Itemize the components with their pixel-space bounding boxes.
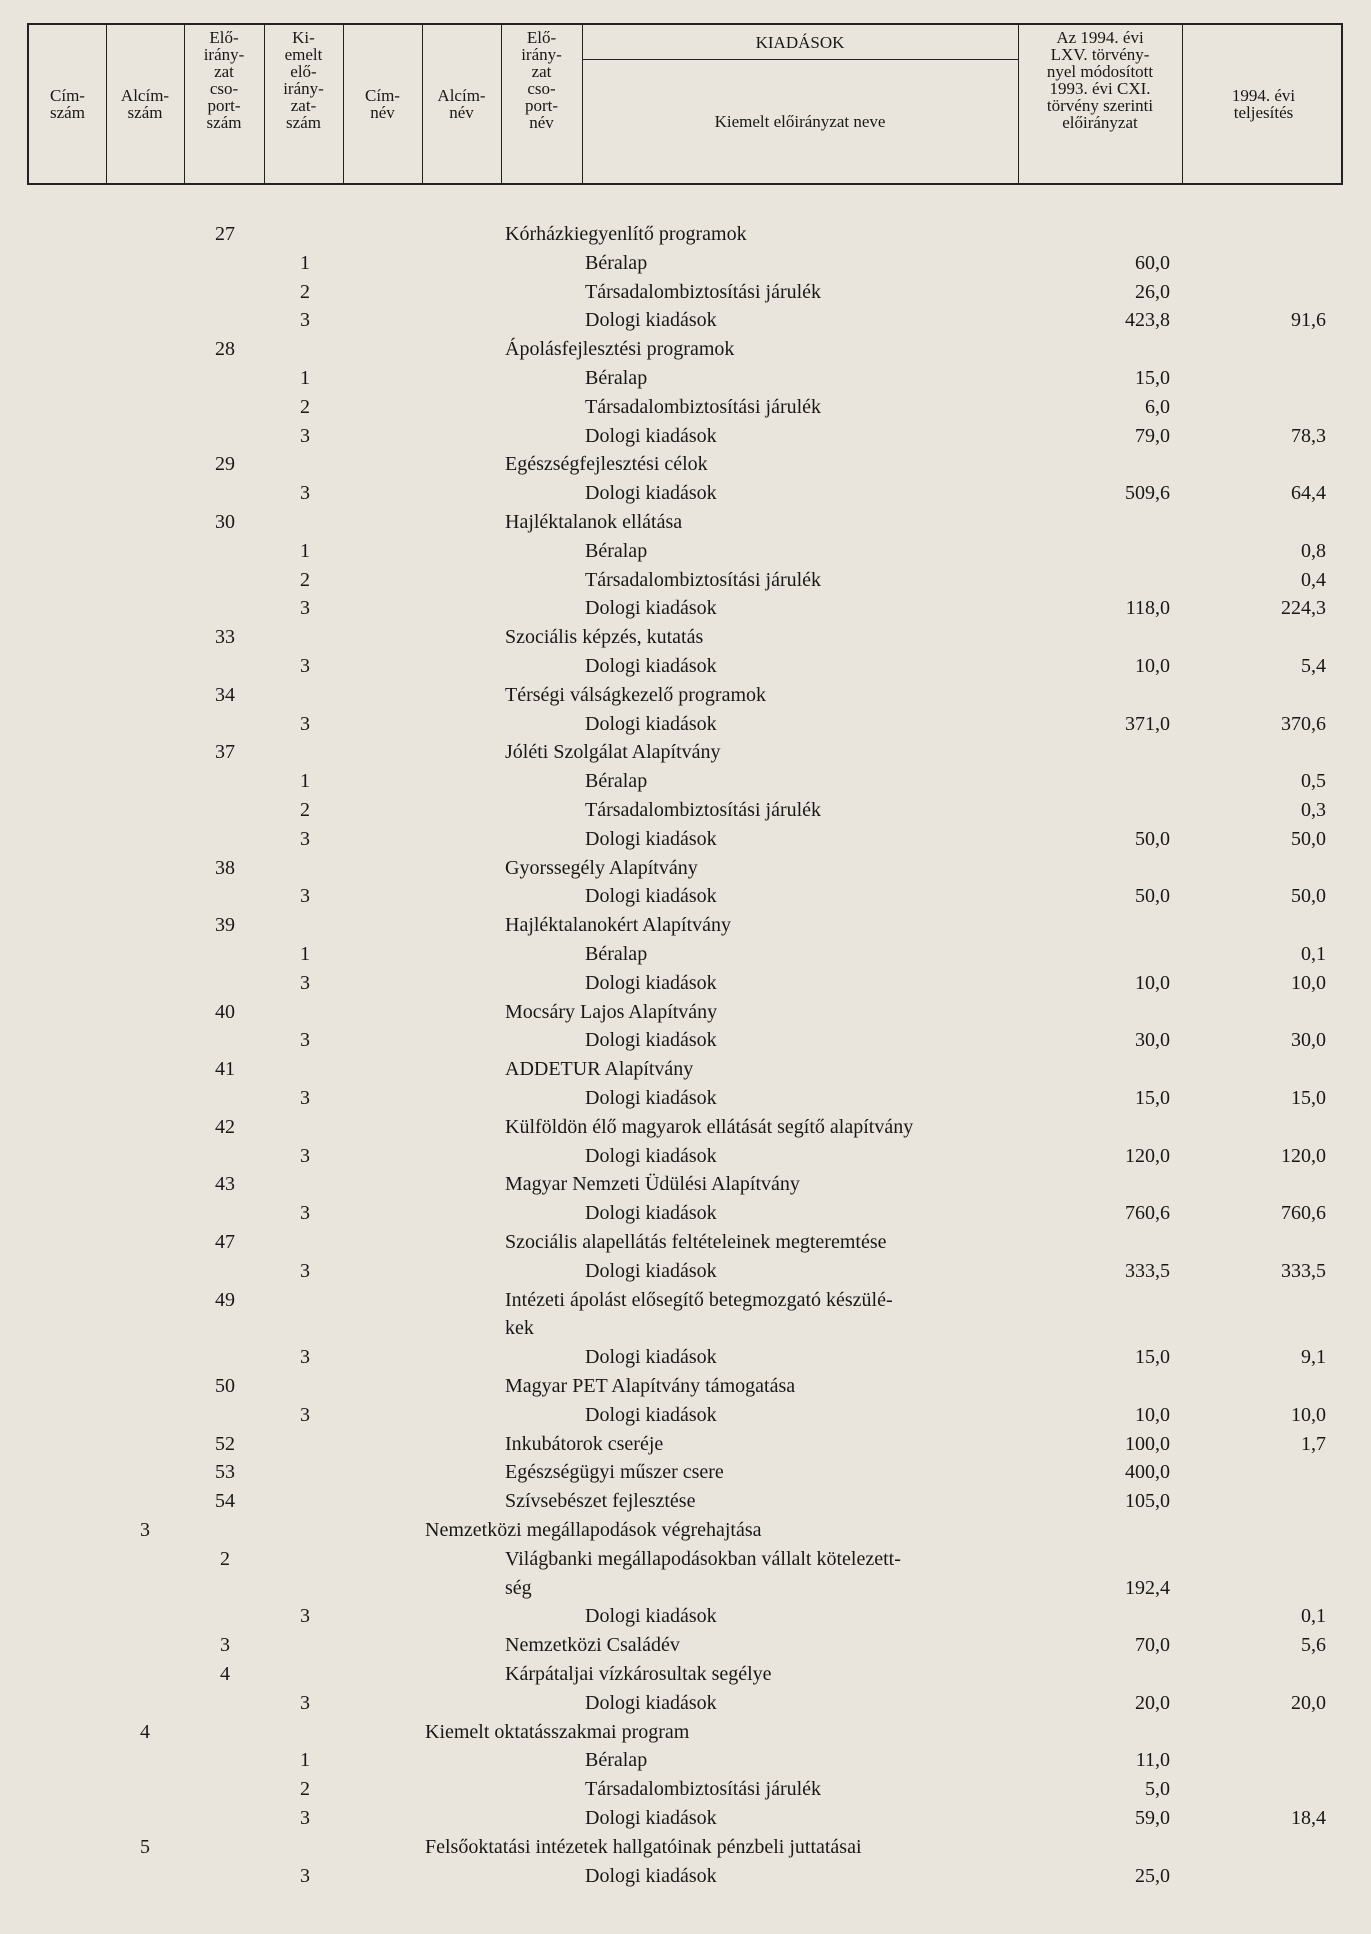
row-eloiranyzat: 15,0 <box>1135 1346 1170 1369</box>
row-label: Ápolásfejlesztési programok <box>505 338 735 361</box>
row-number: 4 <box>220 1663 230 1685</box>
row-label: Dologi kiadások <box>585 712 717 735</box>
row-number: 3 <box>300 1144 310 1167</box>
row-label: Magyar Nemzeti Üdülési Alapítvány <box>505 1173 800 1196</box>
row-label: Dologi kiadások <box>585 1605 717 1628</box>
table-row <box>0 220 1371 249</box>
table-row <box>0 1574 1371 1603</box>
row-teljesites: 224,3 <box>1281 597 1326 620</box>
row-label: Kórházkiegyenlítő programok <box>505 223 747 245</box>
row-eloiranyzat: 6,0 <box>1145 395 1170 418</box>
row-number: 3 <box>300 1605 310 1628</box>
table-row <box>0 882 1371 911</box>
table-row <box>0 1343 1371 1372</box>
table-row <box>0 1833 1371 1862</box>
table-row <box>0 1372 1371 1401</box>
row-label: Szociális képzés, kutatás <box>505 626 704 649</box>
row-eloiranyzat: 11,0 <box>1135 1749 1170 1772</box>
row-label: Társadalombiztosítási járulék <box>585 568 822 591</box>
row-number: 1 <box>300 943 310 965</box>
row-eloiranyzat: 100,0 <box>1125 1432 1170 1455</box>
row-teljesites: 0,4 <box>1301 568 1326 591</box>
row-eloiranyzat: 120,0 <box>1125 1144 1170 1167</box>
header-cimnev: Cím- név <box>365 86 400 122</box>
row-number: 2 <box>220 1547 230 1570</box>
row-label: Hajléktalanok ellátása <box>505 511 683 533</box>
table-row <box>0 1775 1371 1804</box>
row-number: 50 <box>215 1375 235 1397</box>
row-eloiranyzat: 25,0 <box>1135 1864 1170 1887</box>
row-teljesites: 0,1 <box>1301 1605 1326 1628</box>
row-label: Nemzetközi Családév <box>505 1634 680 1657</box>
row-teljesites: 0,3 <box>1301 799 1326 821</box>
table-row <box>0 969 1371 998</box>
row-label: Hajléktalanokért Alapítvány <box>505 914 732 937</box>
row-eloiranyzat: 509,6 <box>1125 482 1170 505</box>
table-row <box>0 393 1371 422</box>
header-kiadasok: KIADÁSOK <box>755 32 845 52</box>
header-kiemelt-eloiranyzatszam: Ki- emelt elő- irány- zat- szám <box>283 28 324 132</box>
row-number: 37 <box>215 741 235 764</box>
row-number: 2 <box>300 1778 310 1801</box>
row-number: 38 <box>215 856 235 879</box>
row-eloiranyzat: 760,6 <box>1125 1202 1170 1225</box>
row-number: 2 <box>300 799 310 821</box>
row-label: kek <box>505 1317 534 1340</box>
row-label: Dologi kiadások <box>585 1259 717 1282</box>
row-label: Béralap <box>585 367 648 389</box>
row-eloiranyzat: 15,0 <box>1135 367 1170 389</box>
row-number: 28 <box>215 338 235 361</box>
row-number: 27 <box>215 223 235 245</box>
row-label: Dologi kiadások <box>585 309 717 332</box>
row-number: 33 <box>215 626 235 649</box>
row-number: 3 <box>220 1634 230 1657</box>
row-label: Béralap <box>585 1749 648 1772</box>
row-number: 3 <box>300 1202 310 1225</box>
row-label: Egészségfejlesztési célok <box>505 453 708 476</box>
row-number: 3 <box>300 1807 310 1829</box>
table-row <box>0 623 1371 652</box>
row-eloiranyzat: 50,0 <box>1135 885 1170 908</box>
row-eloiranyzat: 10,0 <box>1135 1403 1170 1426</box>
table-row <box>0 1257 1371 1286</box>
row-teljesites: 50,0 <box>1291 827 1326 850</box>
row-number: 2 <box>300 395 310 418</box>
row-label: Magyar PET Alapítvány támogatása <box>505 1375 796 1397</box>
table-row <box>0 1862 1371 1891</box>
row-teljesites: 0,1 <box>1301 943 1326 965</box>
row-eloiranyzat: 192,4 <box>1125 1576 1170 1599</box>
table-row <box>0 767 1371 796</box>
row-label: Mocsáry Lajos Alapítvány <box>505 1000 718 1023</box>
row-number: 41 <box>215 1058 235 1081</box>
table-row <box>0 1516 1371 1545</box>
row-label: Dologi kiadások <box>585 1691 717 1714</box>
row-number: 3 <box>300 309 310 332</box>
row-number: 1 <box>300 770 310 793</box>
row-label: Világbanki megállapodásokban vállalt kötelezett- <box>505 1547 901 1570</box>
row-number: 39 <box>215 914 235 937</box>
table-row <box>0 1401 1371 1430</box>
row-label: Dologi kiadások <box>585 1807 717 1829</box>
row-label: Jóléti Szolgálat Alapítvány <box>505 741 721 764</box>
row-label: ség <box>505 1576 532 1599</box>
row-label: Béralap <box>585 251 648 274</box>
row-label: Dologi kiadások <box>585 1144 717 1167</box>
row-eloiranyzat: 105,0 <box>1125 1490 1170 1513</box>
table-row <box>0 1718 1371 1747</box>
table-row <box>0 1113 1371 1142</box>
row-number: 52 <box>215 1432 235 1455</box>
table-row <box>0 594 1371 623</box>
row-teljesites: 370,6 <box>1281 712 1326 735</box>
table-row <box>0 854 1371 883</box>
row-number: 3 <box>300 1864 310 1887</box>
row-number: 1 <box>300 367 310 389</box>
row-teljesites: 5,4 <box>1301 655 1326 677</box>
row-eloiranyzat: 59,0 <box>1135 1807 1170 1829</box>
table-row <box>0 796 1371 825</box>
row-label: Szociális alapellátás feltételeinek megteremtése <box>505 1231 887 1253</box>
table-row <box>0 306 1371 335</box>
table-row <box>0 537 1371 566</box>
row-teljesites: 0,8 <box>1301 539 1326 562</box>
row-number: 3 <box>300 827 310 850</box>
row-number: 1 <box>300 539 310 562</box>
row-label: Egészségügyi műszer csere <box>505 1461 724 1484</box>
row-teljesites: 30,0 <box>1291 1029 1326 1052</box>
row-eloiranyzat: 10,0 <box>1135 655 1170 677</box>
row-eloiranyzat: 50,0 <box>1135 827 1170 850</box>
table-row <box>0 450 1371 479</box>
row-label: Kiemelt oktatásszakmai program <box>425 1720 690 1743</box>
row-label: Nemzetközi megállapodások végrehajtása <box>425 1519 762 1541</box>
row-teljesites: 91,6 <box>1291 309 1326 332</box>
row-label: Társadalombiztosítási járulék <box>585 280 822 303</box>
table-row <box>0 1228 1371 1257</box>
row-number: 3 <box>300 1029 310 1052</box>
table-row <box>0 1458 1371 1487</box>
row-eloiranyzat: 20,0 <box>1135 1691 1170 1714</box>
row-label: Társadalombiztosítási járulék <box>585 395 822 418</box>
row-number: 3 <box>140 1519 150 1541</box>
row-number: 40 <box>215 1000 235 1023</box>
row-label: Dologi kiadások <box>585 1087 717 1109</box>
row-label: Külföldön élő magyarok ellátását segítő alapítvány <box>505 1115 914 1138</box>
row-number: 43 <box>215 1173 235 1196</box>
row-label: Dologi kiadások <box>585 885 717 908</box>
row-label: Felsőoktatási intézetek hallgatóinak pénzbeli juttatásai <box>425 1835 862 1858</box>
row-label: ADDETUR Alapítvány <box>505 1058 694 1081</box>
row-eloiranyzat: 118,0 <box>1125 597 1170 620</box>
header-alcimszam: Alcím- szám <box>120 86 170 122</box>
row-number: 34 <box>215 683 235 706</box>
table-row <box>0 1660 1371 1689</box>
row-number: 4 <box>140 1720 150 1743</box>
header-eloiranyzat-csoportnev: Elő- irány- zat cso- port- név <box>521 28 562 132</box>
row-teljesites: 0,5 <box>1301 770 1326 793</box>
row-number: 3 <box>300 885 310 908</box>
row-eloiranyzat: 26,0 <box>1135 280 1170 303</box>
row-label: Inkubátorok cseréje <box>505 1432 664 1455</box>
row-number: 3 <box>300 1087 310 1109</box>
row-number: 3 <box>300 655 310 677</box>
table-row <box>0 479 1371 508</box>
row-eloiranyzat: 30,0 <box>1135 1029 1170 1052</box>
row-number: 54 <box>215 1490 235 1513</box>
table-row <box>0 1286 1371 1315</box>
table-row <box>0 278 1371 307</box>
row-teljesites: 120,0 <box>1281 1144 1326 1167</box>
row-number: 3 <box>300 424 310 447</box>
row-number: 3 <box>300 971 310 994</box>
row-label: Szívsebészet fejlesztése <box>505 1490 696 1513</box>
row-label: Gyorssegély Alapítvány <box>505 856 698 879</box>
header-eloiranyzat: Az 1994. évi LXV. törvény- nyel módosított 1993. évi CXI. törvény szerinti előirányzat <box>1046 28 1154 132</box>
row-teljesites: 18,4 <box>1291 1807 1326 1829</box>
row-label: Dologi kiadások <box>585 1346 717 1369</box>
row-number: 3 <box>300 712 310 735</box>
row-teljesites: 15,0 <box>1291 1087 1326 1109</box>
row-label: Dologi kiadások <box>585 1029 717 1052</box>
row-number: 2 <box>300 568 310 591</box>
table-row <box>0 738 1371 767</box>
row-label: Dologi kiadások <box>585 1403 717 1426</box>
table-row <box>0 1602 1371 1631</box>
row-label: Béralap <box>585 770 648 793</box>
row-label: Dologi kiadások <box>585 482 717 505</box>
table-row <box>0 1055 1371 1084</box>
row-label: Dologi kiadások <box>585 971 717 994</box>
table-row <box>0 1430 1371 1459</box>
row-eloiranyzat: 70,0 <box>1135 1634 1170 1657</box>
row-teljesites: 78,3 <box>1291 424 1326 447</box>
table-row <box>0 825 1371 854</box>
row-eloiranyzat: 10,0 <box>1135 971 1170 994</box>
table-row <box>0 1199 1371 1228</box>
row-teljesites: 64,4 <box>1291 482 1326 505</box>
table-row <box>0 364 1371 393</box>
row-label: Társadalombiztosítási járulék <box>585 1778 822 1801</box>
table-row <box>0 335 1371 364</box>
row-number: 53 <box>215 1461 235 1484</box>
row-number: 3 <box>300 1403 310 1426</box>
row-label: Dologi kiadások <box>585 597 717 620</box>
row-label: Dologi kiadások <box>585 1864 717 1887</box>
table-row <box>0 1746 1371 1775</box>
table-row <box>0 249 1371 278</box>
table-row <box>0 681 1371 710</box>
row-number: 1 <box>300 251 310 274</box>
row-label: Kárpátaljai vízkárosultak segélye <box>505 1663 772 1685</box>
row-label: Béralap <box>585 943 648 965</box>
row-teljesites: 760,6 <box>1281 1202 1326 1225</box>
header-teljesites: 1994. évi teljesítés <box>1231 86 1296 122</box>
header-alcimnev: Alcím- név <box>437 86 486 122</box>
row-number: 29 <box>215 453 235 476</box>
row-number: 30 <box>215 511 235 533</box>
row-eloiranyzat: 423,8 <box>1125 309 1170 332</box>
row-teljesites: 9,1 <box>1301 1346 1326 1369</box>
row-number: 3 <box>300 1346 310 1369</box>
table-row <box>0 652 1371 681</box>
table-row <box>0 998 1371 1027</box>
row-label: Dologi kiadások <box>585 655 717 677</box>
header-kiemelt-nev: Kiemelt előirányzat neve <box>714 111 886 131</box>
row-number: 42 <box>215 1115 235 1138</box>
row-number: 2 <box>300 280 310 303</box>
row-number: 3 <box>300 1259 310 1282</box>
row-teljesites: 333,5 <box>1281 1259 1326 1282</box>
row-eloiranyzat: 79,0 <box>1135 424 1170 447</box>
table-row <box>0 940 1371 969</box>
table-row <box>0 566 1371 595</box>
row-label: Térségi válságkezelő programok <box>505 683 767 706</box>
row-eloiranyzat: 60,0 <box>1135 251 1170 274</box>
table-row <box>0 1170 1371 1199</box>
row-label: Dologi kiadások <box>585 827 717 850</box>
table-row <box>0 422 1371 451</box>
row-label: Béralap <box>585 539 648 562</box>
row-label: Társadalombiztosítási járulék <box>585 799 822 821</box>
table-row <box>0 1142 1371 1171</box>
row-label: Dologi kiadások <box>585 1202 717 1225</box>
row-number: 3 <box>300 597 310 620</box>
table-row <box>0 1804 1371 1833</box>
header-eloiranyzat-csoportszam: Elő- irány- zat cso- port- szám <box>203 28 245 132</box>
row-label: Dologi kiadások <box>585 424 717 447</box>
row-number: 3 <box>300 1691 310 1714</box>
row-teljesites: 10,0 <box>1291 1403 1326 1426</box>
table-row <box>0 1314 1371 1343</box>
row-eloiranyzat: 15,0 <box>1135 1087 1170 1109</box>
row-number: 5 <box>140 1835 150 1858</box>
row-number: 1 <box>300 1749 310 1772</box>
row-eloiranyzat: 371,0 <box>1125 712 1170 735</box>
row-teljesites: 1,7 <box>1301 1432 1326 1455</box>
row-eloiranyzat: 400,0 <box>1125 1461 1170 1484</box>
table-row <box>0 1487 1371 1516</box>
row-teljesites: 50,0 <box>1291 885 1326 908</box>
row-eloiranyzat: 5,0 <box>1145 1778 1170 1801</box>
table-row <box>0 1631 1371 1660</box>
row-teljesites: 10,0 <box>1291 971 1326 994</box>
table-row <box>0 1084 1371 1113</box>
row-number: 49 <box>215 1288 235 1311</box>
table-row <box>0 710 1371 739</box>
row-teljesites: 5,6 <box>1301 1634 1326 1657</box>
row-eloiranyzat: 333,5 <box>1125 1259 1170 1282</box>
row-number: 47 <box>215 1231 235 1253</box>
row-label: Intézeti ápolást elősegítő betegmozgató készülé- <box>505 1288 893 1311</box>
table-row <box>0 1545 1371 1574</box>
row-number: 3 <box>300 482 310 505</box>
table-row <box>0 508 1371 537</box>
table-row <box>0 911 1371 940</box>
header-cimszam: Cím- szám <box>50 86 85 122</box>
table-row <box>0 1026 1371 1055</box>
table-row <box>0 1689 1371 1718</box>
row-teljesites: 20,0 <box>1291 1691 1326 1714</box>
